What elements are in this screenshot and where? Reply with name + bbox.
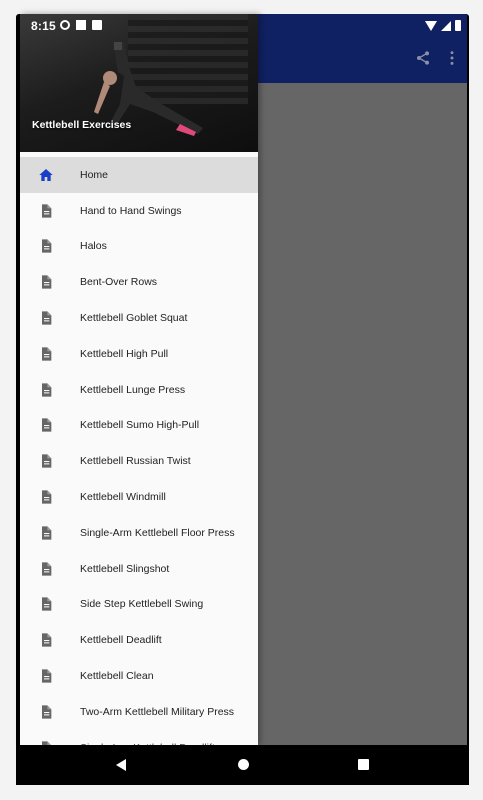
document-icon (38, 561, 54, 577)
document-icon (38, 704, 54, 720)
gear-icon (60, 20, 70, 30)
drawer-item-label: Kettlebell Russian Twist (80, 455, 191, 468)
app-screen (20, 14, 467, 745)
drawer-item[interactable] (20, 587, 258, 623)
more-vert-icon[interactable] (449, 50, 455, 66)
drawer-item[interactable] (20, 336, 258, 372)
drawer-item-label: Kettlebell High Pull (80, 347, 169, 360)
drawer-item[interactable] (20, 551, 258, 587)
share-icon[interactable] (415, 50, 431, 66)
drawer-item-label: Halos (80, 240, 107, 253)
drawer-item[interactable] (20, 408, 258, 444)
drawer-item-label: Home (80, 168, 109, 181)
system-nav-bar (16, 745, 469, 785)
back-icon[interactable] (116, 759, 126, 771)
drawer-item[interactable] (20, 372, 258, 408)
drawer-item[interactable] (20, 658, 258, 694)
document-icon (38, 525, 54, 541)
drawer-item[interactable] (20, 264, 258, 300)
drawer-item-label: Kettlebell Lunge Press (80, 383, 186, 396)
document-icon (38, 596, 54, 612)
drawer-item[interactable] (20, 694, 258, 730)
drawer-item-label: Side Step Kettlebell Swing (80, 598, 204, 611)
drawer-item[interactable] (20, 622, 258, 658)
home-icon (38, 167, 54, 183)
document-icon (38, 668, 54, 684)
drawer-header-title: Kettlebell Exercises (32, 119, 132, 131)
document-icon (38, 274, 54, 290)
drawer-item-label: Kettlebell Goblet Squat (80, 312, 188, 325)
recents-icon[interactable] (358, 759, 369, 770)
drawer-item-label: Hand to Hand Swings (80, 204, 182, 217)
drawer-item-label: Kettlebell Slingshot (80, 562, 170, 575)
drawer-item[interactable] (20, 515, 258, 551)
document-icon (38, 346, 54, 362)
drawer-item[interactable] (20, 193, 258, 229)
status-icons-right (425, 20, 461, 31)
drawer-item[interactable] (20, 479, 258, 515)
drawer-item[interactable] (20, 229, 258, 265)
navigation-drawer[interactable] (20, 14, 258, 745)
status-bar (16, 14, 469, 38)
drawer-item[interactable] (20, 443, 258, 479)
a-icon (76, 20, 86, 30)
document-icon (38, 310, 54, 326)
document-icon (38, 417, 54, 433)
drawer-menu (20, 157, 258, 766)
wifi-icon (425, 21, 437, 31)
app-bar-actions (415, 50, 455, 66)
document-icon (38, 238, 54, 254)
document-icon (38, 203, 54, 219)
drawer-item-label: Kettlebell Windmill (80, 491, 166, 504)
status-icons-left (60, 20, 102, 30)
document-icon (38, 489, 54, 505)
signal-icon (441, 21, 451, 31)
device-frame (16, 14, 469, 785)
drawer-item-label: Kettlebell Sumo High-Pull (80, 419, 200, 432)
drawer-item-label: Single-Arm Kettlebell Floor Press (80, 526, 235, 539)
status-time: 8:15 (31, 19, 56, 33)
drawer-item-label: Two-Arm Kettlebell Military Press (80, 705, 235, 718)
document-icon (38, 382, 54, 398)
drawer-item-label: Kettlebell Deadlift (80, 634, 162, 647)
home-circle-icon[interactable] (238, 759, 249, 770)
drawer-item-label: Kettlebell Clean (80, 670, 154, 683)
drawer-item-label: Bent-Over Rows (80, 276, 158, 289)
document-icon (38, 632, 54, 648)
sd-card-icon (92, 20, 102, 30)
drawer-item[interactable] (20, 300, 258, 336)
battery-icon (455, 20, 461, 31)
drawer-item[interactable] (20, 157, 258, 193)
document-icon (38, 453, 54, 469)
